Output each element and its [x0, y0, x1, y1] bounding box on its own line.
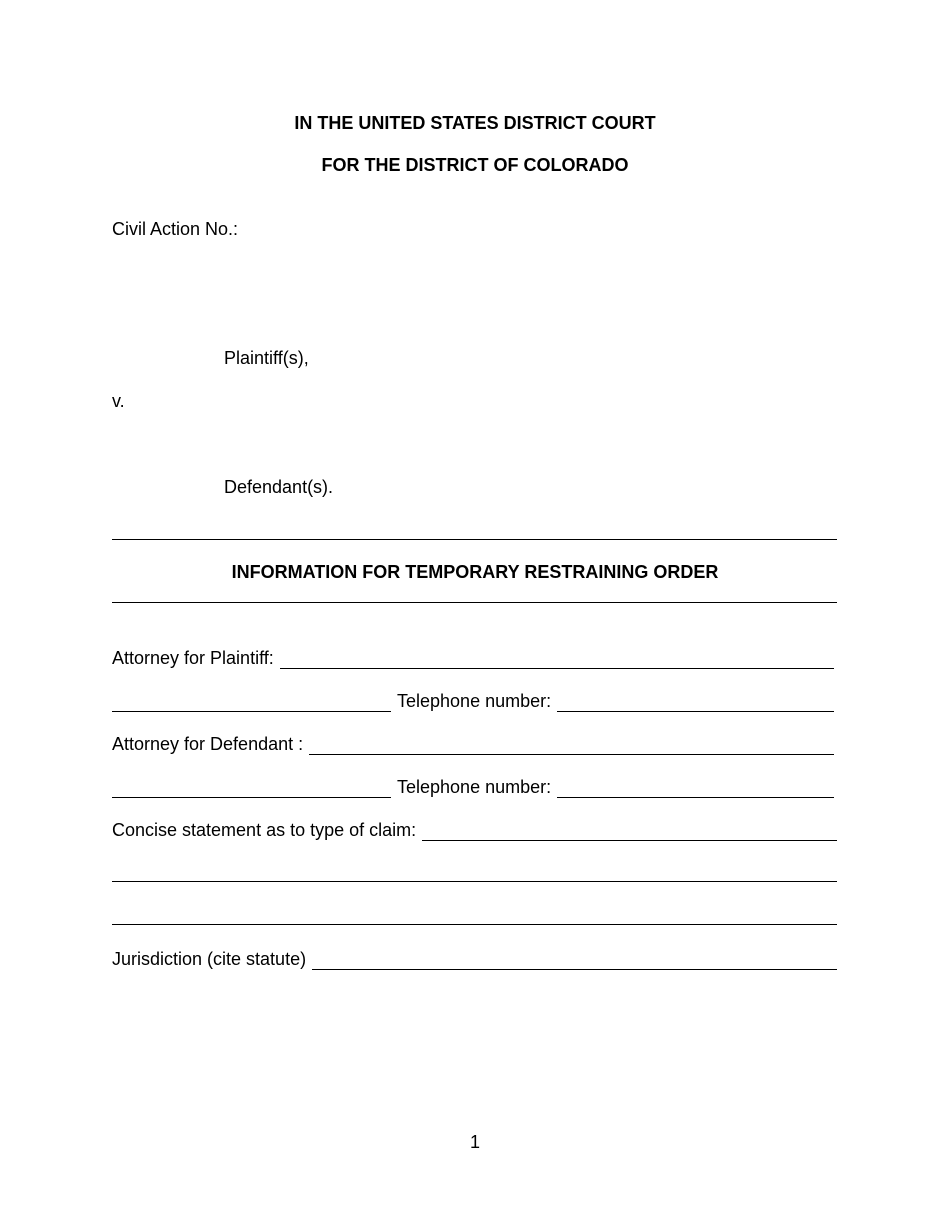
telephone-label-defendant: Telephone number: — [397, 777, 552, 797]
title-bottom-rule — [112, 602, 837, 603]
attorney-defendant-label: Attorney for Defendant : — [112, 734, 304, 754]
claim-continuation-line-2[interactable] — [112, 924, 837, 925]
attorney-defendant-row — [112, 733, 834, 755]
title-top-rule — [112, 539, 837, 540]
court-title-line2: FOR THE DISTRICT OF COLORADO — [321, 155, 629, 175]
claim-label: Concise statement as to type of claim: — [112, 820, 417, 840]
attorney-plaintiff-label: Attorney for Plaintiff: — [112, 648, 274, 668]
court-title-line1: IN THE UNITED STATES DISTRICT COURT — [294, 113, 656, 133]
plaintiff-attorney-address-field[interactable] — [112, 693, 391, 712]
claim-continuation-line-1[interactable] — [112, 881, 837, 882]
attorney-defendant-field[interactable] — [309, 736, 834, 755]
jurisdiction-row — [112, 948, 837, 970]
defendant-label: Defendant(s). — [224, 477, 334, 497]
plaintiff-label: Plaintiff(s), — [224, 348, 309, 368]
jurisdiction-label: Jurisdiction (cite statute) — [112, 949, 307, 969]
telephone-label-plaintiff: Telephone number: — [397, 691, 552, 711]
form-title: INFORMATION FOR TEMPORARY RESTRAINING ORDER — [231, 562, 719, 582]
civil-action-label: Civil Action No.: — [112, 219, 239, 239]
versus-label: v. — [112, 391, 125, 411]
claim-field[interactable] — [422, 822, 837, 841]
claim-row — [112, 819, 837, 841]
page-number: 1 — [469, 1132, 480, 1152]
plaintiff-phone-row — [112, 690, 834, 712]
jurisdiction-field[interactable] — [312, 951, 837, 970]
attorney-plaintiff-field[interactable] — [280, 650, 834, 669]
plaintiff-telephone-field[interactable] — [557, 693, 834, 712]
attorney-plaintiff-row — [112, 647, 834, 669]
defendant-attorney-address-field[interactable] — [112, 779, 391, 798]
defendant-telephone-field[interactable] — [557, 779, 834, 798]
defendant-phone-row — [112, 776, 834, 798]
